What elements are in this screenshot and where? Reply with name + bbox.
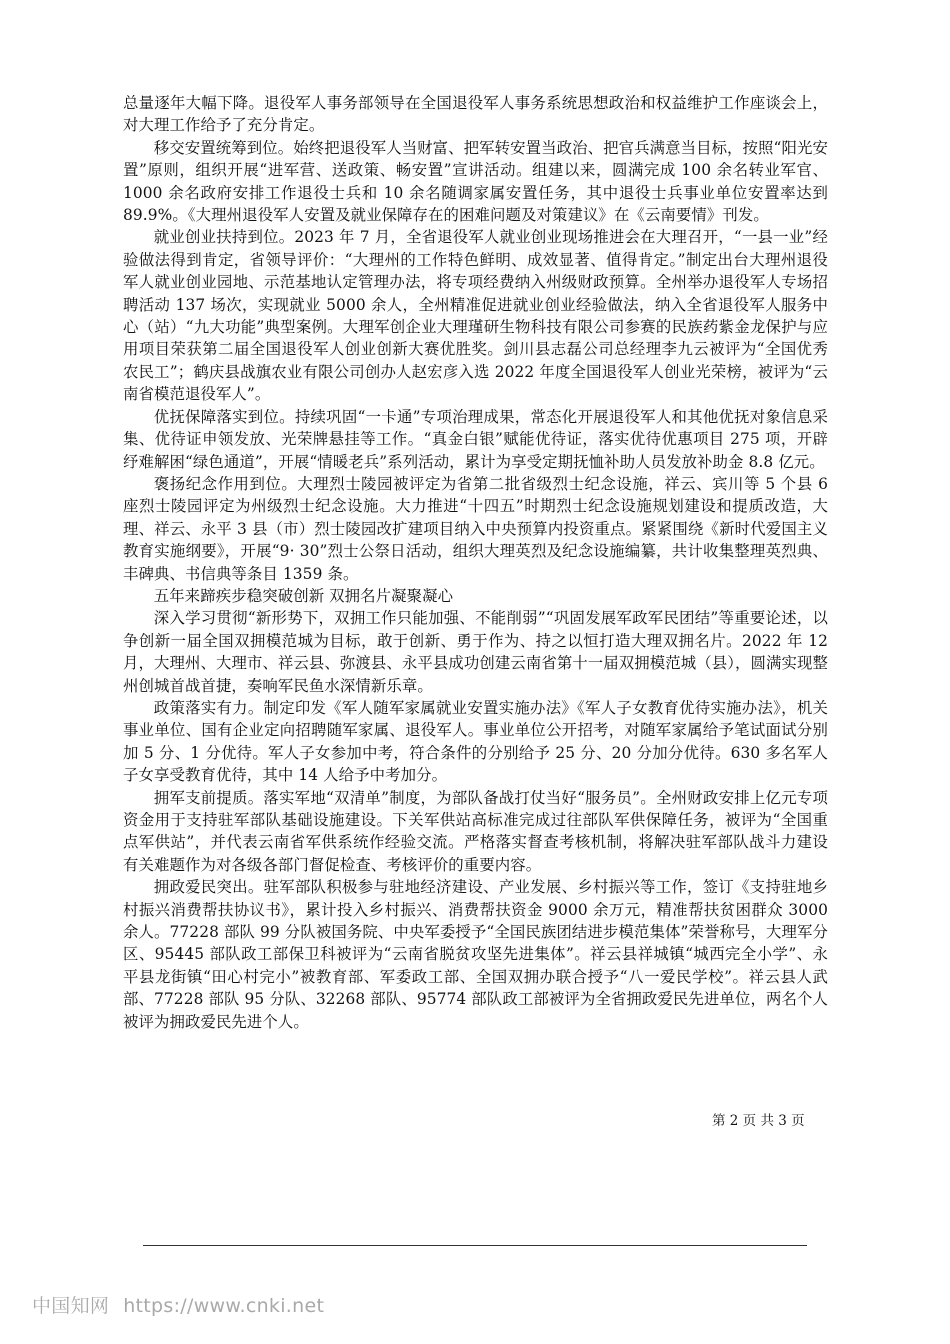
paragraph-government-support: 拥政爱民突出。驻军部队积极参与驻地经济建设、产业发展、乡村振兴等工作，签订《支持驻地乡村振兴消费帮扶协议书》，累计投入乡村振兴、消费帮扶资金 9000 余万元，精准帮扶贫困群众 3000 余人。77228 部队 99 分队被国务院、中央军委授予“全国民族团结进步模范集体”荣誉称号，大理军分区、95445 部队政工部保卫科被评为“云南省脱贫攻坚先进集体”。祥云县祥城镇“城西完全小学”、永平县龙街镇“田心村完小”被教育部、军委政工部、全国双拥办联合授予“八一爱民学校”。祥云县人武部、77228 部队 95 分队、32268 部队、95774 部队政工部被评为全省拥政爱民先进单位，两名个人被评为拥政爱民先进个人。 xyxy=(123,878,828,1031)
paragraph-preferential-care: 优抚保障落实到位。持续巩固“一卡通”专项治理成果，常态化开展退役军人和其他优抚对象信息采集、优待证申领发放、光荣牌悬挂等工作。“真金白银”赋能优待证，落实优待优惠项目 275 项，开辟纾难解困“绿色通道”，开展“情暖老兵”系列活动，累计为享受定期抚恤补助人员发放补助金 8.8 亿元。 xyxy=(123,407,828,471)
watermark-site-name: 中国知网 xyxy=(32,1295,110,1317)
document-body xyxy=(123,92,828,1033)
section-heading: 五年来蹄疾步稳突破创新 双拥名片凝聚凝心 xyxy=(153,586,454,605)
page-number: 第 2 页 共 3 页 xyxy=(712,1113,805,1129)
paragraph-placement: 移交安置统筹到位。始终把退役军人当财富、把军转安置当政治、把官兵满意当目标，按照“阳光安置”原则，组织开展“进军营、送政策、畅安置”宣讲活动。组建以来，圆满完成 100 余名转业军官、1000 余名政府安排工作退役士兵和 10 余名随调家属安置任务，其中退役士兵事业单位安置率达到 89.9%。《大理州退役军人安置及就业保障存在的困难问题及对策建议》在《云南要情》刊发。 xyxy=(123,138,828,225)
paragraph-employment: 就业创业扶持到位。2023 年 7 月，全省退役军人就业创业现场推进会在大理召开，“一县一业”经验做法得到肯定，省领导评价：“大理州的工作特色鲜明、成效显著、值得肯定。”制定出台大理州退役军人就业创业园地、示范基地认定管理办法，将专项经费纳入州级财政预算。全州举办退役军人专场招聘活动 137 场次，实现就业 5000 余人，全州精准促进就业创业经验做法，纳入全省退役军人服务中心（站）“九大功能”典型案例。大理军创企业大理瑾研生物科技有限公司参赛的民族药紫金龙保护与应用项目荣获第二届全国退役军人创业创新大赛优胜奖。剑川县志磊公司总经理李九云被评为“全国优秀农民工”；鹤庆县战旗农业有限公司创办人赵宏彦入选 2022 年度全国退役军人创业光荣榜，被评为“云南省模范退役军人”。 xyxy=(123,228,828,404)
paragraph-continuation: 总量逐年大幅下降。退役军人事务部领导在全国退役军人事务系统思想政治和权益维护工作座谈会上，对大理工作给予了充分肯定。 xyxy=(123,94,828,135)
paragraph-army-support: 拥军支前提质。落实军地“双清单”制度，为部队备战打仗当好“服务员”。全州财政安排上亿元专项资金用于支持驻军部队基础设施建设。下关军供站高标准完成过往部队军供保障任务，被评为“全国重点军供站”，并代表云南省军供系统作经验交流。严格落实督查考核机制，将解决驻军部队战斗力建设有关难题作为对各级各部门督促检查、考核评价的重要内容。 xyxy=(123,788,828,874)
paragraph-commemoration: 褒扬纪念作用到位。大理烈士陵园被评定为省第二批省级烈士纪念设施，祥云、宾川等 5 个县 6 座烈士陵园评定为州级烈士纪念设施。大力推进“十四五”时期烈士纪念设施规划建设和提质改造，大理、祥云、永平 3 县（市）烈士陵园改扩建项目纳入中央预算内投资重点。紧紧围绕《新时代爱国主义教育实施纲要》，开展“9· 30”烈士公祭日活动，组织大理英烈及纪念设施编纂，共计收集整理英烈典、丰碑典、书信典等条目 1359 条。 xyxy=(123,474,828,583)
watermark-url: https://www.cnki.net xyxy=(123,1295,325,1317)
paragraph-double-support-intro: 深入学习贯彻“新形势下，双拥工作只能加强、不能削弱”“巩固发展军政军民团结”等重要论述，以争创新一届全国双拥模范城为目标，敢于创新、勇于作为、持之以恒打造大理双拥名片。2022 年 12 月，大理州、大理市、祥云县、弥渡县、永平县成功创建云南省第十一届双拥模范城（县），圆满实现整州创城首战首捷，奏响军民鱼水深情新乐章。 xyxy=(123,609,828,695)
paragraph-policy: 政策落实有力。制定印发《军人随军家属就业安置实施办法》《军人子女教育优待实施办法》，机关事业单位、国有企业定向招聘随军家属、退役军人。事业单位公开招考，对随军家属给予笔试面试分别加 5 分、1 分优待。军人子女参加中考，符合条件的分别给予 25 分、20 分加分优待。630 多名军人子女享受教育优待，其中 14 人给予中考加分。 xyxy=(123,698,828,785)
footer-divider xyxy=(143,1245,807,1246)
cnki-watermark xyxy=(32,1294,324,1318)
